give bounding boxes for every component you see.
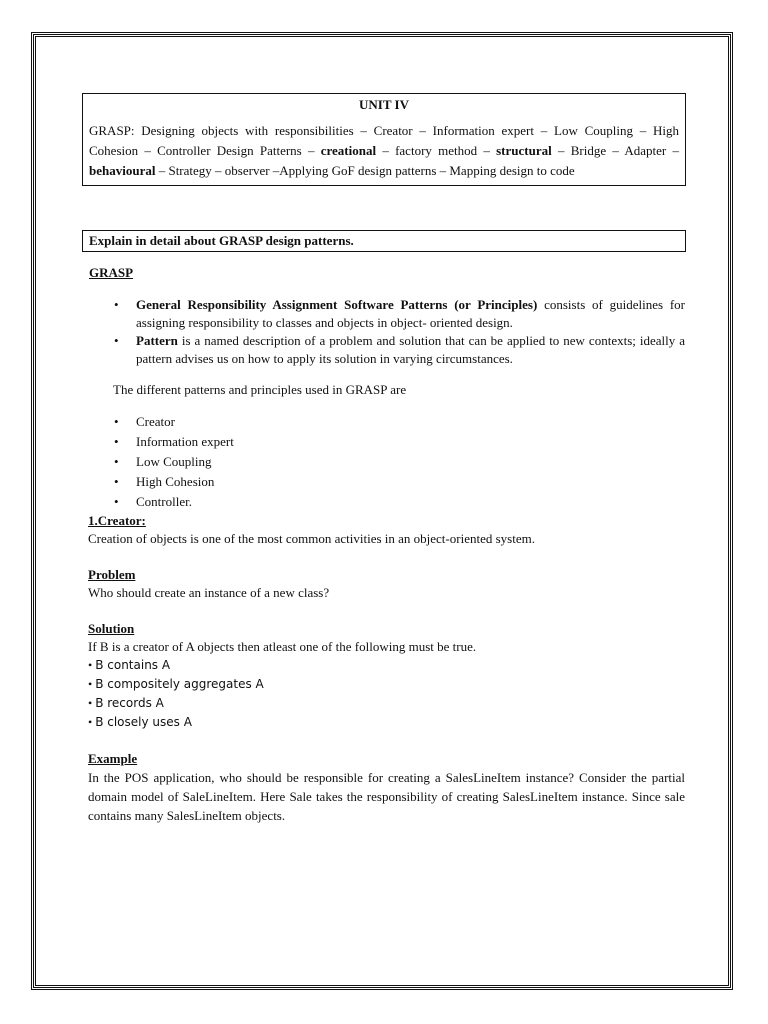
question-box: Explain in detail about GRASP design patterns. [82,230,686,252]
list-item [89,296,685,332]
condition-contains: B contains A [95,658,171,672]
pattern-creator: Creator [136,414,175,429]
list-item [89,452,685,472]
bullet-icon: • [114,474,119,489]
condition-item: • B closely uses A [88,715,192,729]
pattern-term-description: is a named description of a problem and solution that can be applied to new contexts; ideally a pattern advises us on how to apply its solution in varying circumstances. [136,333,685,366]
condition-aggregates: B compositely aggregates A [95,677,264,691]
syllabus-structural: structural [496,143,552,158]
patterns-intro: The different patterns and principles used in GRASP are [113,382,407,397]
condition-item: • B records A [88,696,164,710]
syllabus-behavioural: behavioural [89,163,156,178]
unit-title: UNIT IV [359,97,409,112]
bullet-icon: • [114,454,119,469]
condition-item: • B compositely aggregates A [88,677,264,691]
list-item [89,492,685,512]
main-content [89,264,685,825]
creator-description: Creation of objects is one of the most common activities in an object-oriented system. [88,531,535,546]
grasp-term-description: consists of guidelines for assigning responsibility to classes and objects in object- oriented design. [136,297,686,330]
problem-heading: Problem [88,567,136,582]
problem-text: Who should create an instance of a new class? [88,585,330,600]
syllabus-creational: creational [320,143,377,158]
condition-closely-uses: B closely uses A [95,715,192,729]
grasp-heading: GRASP [89,265,134,280]
patterns-list [89,412,685,512]
unit-syllabus-box [82,93,686,186]
example-heading: Example [88,751,138,766]
grasp-term: General Responsibility Assignment Software Patterns (or Principles) [136,297,538,312]
syllabus-part-3: – Bridge – Adapter – [551,143,679,158]
unit-syllabus-text [89,121,679,181]
creator-heading: 1.Creator: [88,513,146,528]
syllabus-part-2: – factory method – [376,143,497,158]
solution-heading: Solution [88,621,135,636]
pattern-low-coupling: Low Coupling [136,454,212,469]
pattern-information-expert: Information expert [136,434,234,449]
condition-records: B records A [95,696,164,710]
pattern-high-cohesion: High Cohesion [136,474,215,489]
syllabus-part-4: – Strategy – observer –Applying GoF design patterns – Mapping design to code [155,163,575,178]
pattern-controller: Controller. [136,494,192,509]
syllabus-part-1: GRASP: Designing objects with responsibilities – Creator – Information expert – Low Coupling – High Cohesion – Controller Design Patterns – [89,123,679,158]
list-item [89,432,685,452]
list-item [89,332,685,368]
pattern-term: Pattern [136,333,178,348]
list-item [89,472,685,492]
bullet-icon: • [114,414,119,429]
bullet-icon: • [114,434,119,449]
list-item [89,412,685,432]
condition-item: • B contains A [88,658,171,672]
grasp-definition-list [89,296,685,368]
example-text: In the POS application, who should be responsible for creating a SalesLineItem instance? Consider the partial domain model of SaleLineItem. Here Sale takes the responsibility of creating SalesLineItem instance. Since sale contains many SalesLineItem objects. [88,770,685,823]
bullet-icon: • [114,297,119,312]
solution-text: If B is a creator of A objects then atleast one of the following must be true. [88,639,477,654]
bullet-icon: • [114,333,119,348]
bullet-icon: • [114,494,119,509]
